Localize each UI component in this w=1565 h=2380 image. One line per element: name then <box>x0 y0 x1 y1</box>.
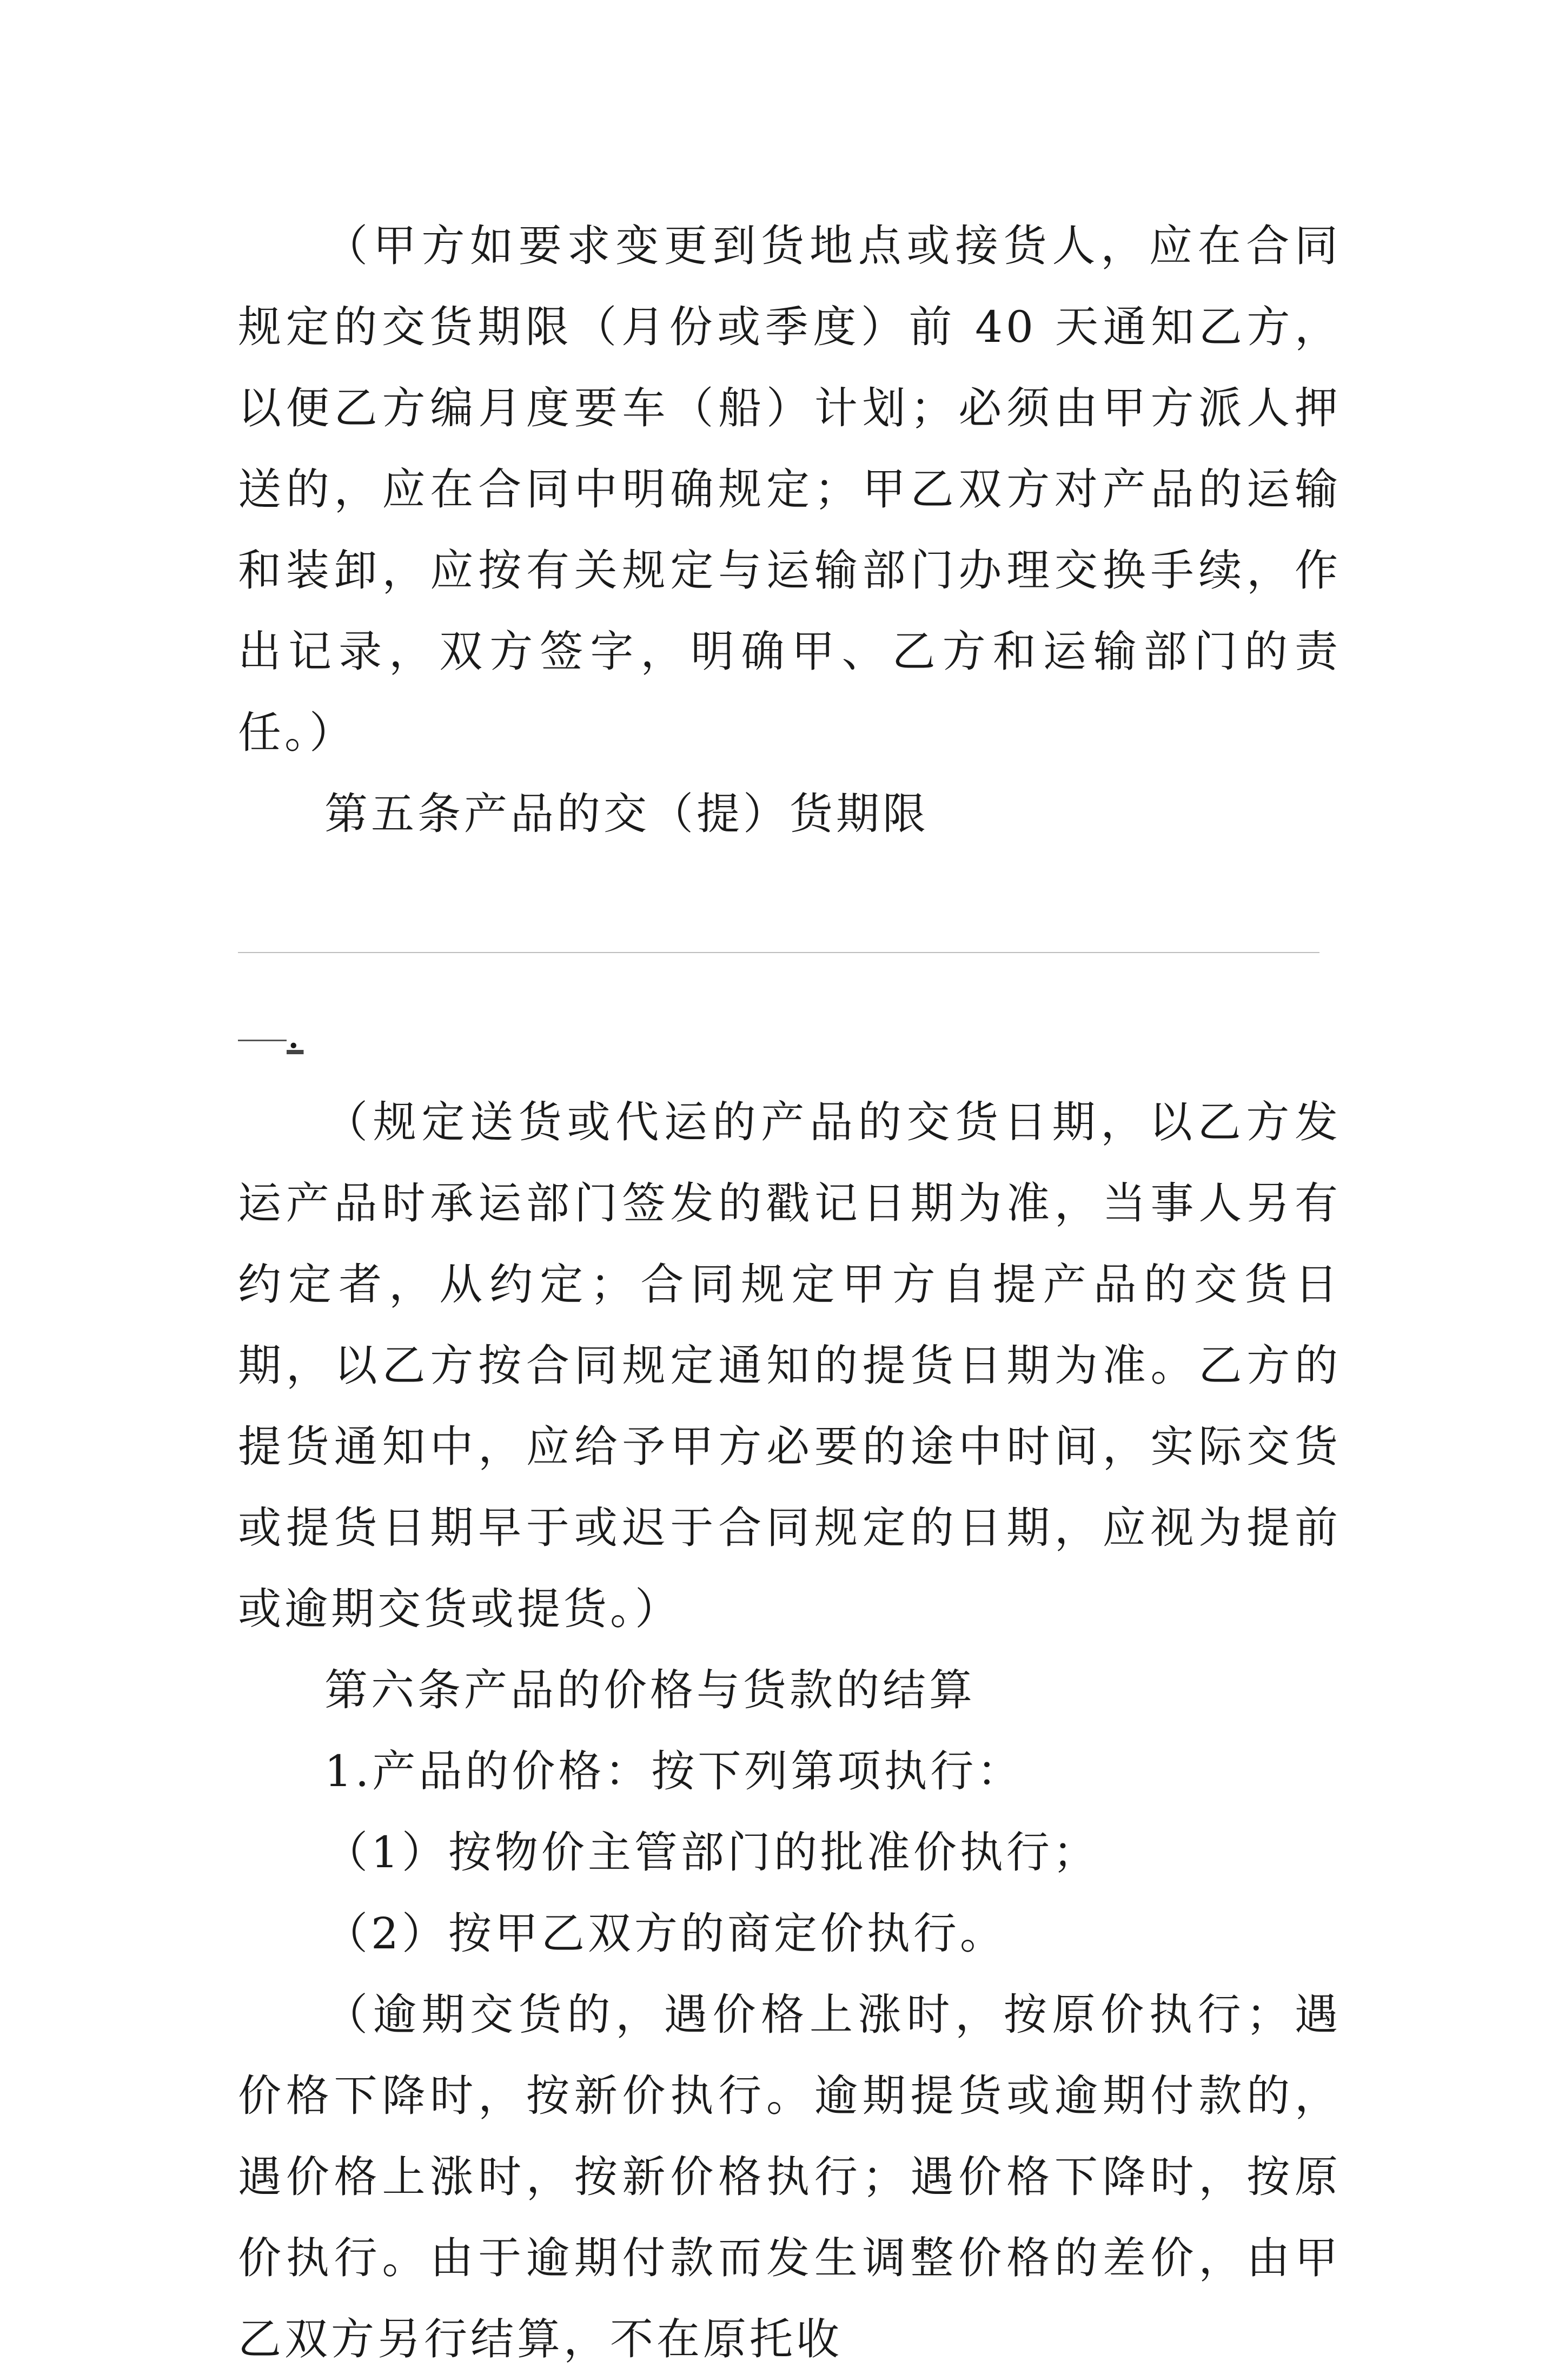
fill-in-blank <box>238 855 1341 1082</box>
blank-end-punct: . <box>287 1008 304 1058</box>
document-page <box>238 206 1341 2380</box>
paragraph-delivery-change: （甲方如要求变更到货地点或接货人，应在合同规定的交货期限（月份或季度）前 40 天通知乙方，以便乙方编月度要车（船）计划；必须由甲方派人押送的，应在合同中明确规定；甲乙双方对产品的运输和装卸，应按有关规定与运输部门办理交换手续，作出记录，双方签字，明确甲、乙方和运输部门的责任。） <box>238 221 1341 758</box>
blank-underline <box>238 952 1319 953</box>
price-item-1: 1.产品的价格：按下列第项执行： <box>324 1746 1024 1796</box>
price-item-1-2: （2）按甲乙双方的商定价执行。 <box>324 1908 1006 1959</box>
blank-short-underline <box>238 1036 287 1041</box>
paragraph-price-adjustment: （逾期交货的，遇价格上涨时，按原价执行；遇价格下降时，按新价执行。逾期提货或逾期付款的，遇价格上涨时，按新价格执行；遇价格下降时，按原价执行。由于逾期付款而发生调整价格的差价，由甲乙双方另行结算，不在原托收 <box>238 1989 1341 2364</box>
article-5-heading: 第五条产品的交（提）货期限 <box>324 789 929 839</box>
price-item-1-1: （1）按物价主管部门的批准价执行； <box>324 1827 1099 1877</box>
blank-end <box>238 993 303 1074</box>
article-6-heading: 第六条产品的价格与货款的结算 <box>324 1665 976 1715</box>
paragraph-delivery-date: （规定送货或代运的产品的交货日期，以乙方发运产品时承运部门签发的戳记日期为准，当事人另有约定者，从约定；合同规定甲方自提产品的交货日期，以乙方按合同规定通知的提货日期为准。乙方的提货通知中，应给予甲方必要的途中时间，实际交货或提货日期早于或迟于合同规定的日期，应视为提前或逾期交货或提货。） <box>238 1097 1341 1634</box>
